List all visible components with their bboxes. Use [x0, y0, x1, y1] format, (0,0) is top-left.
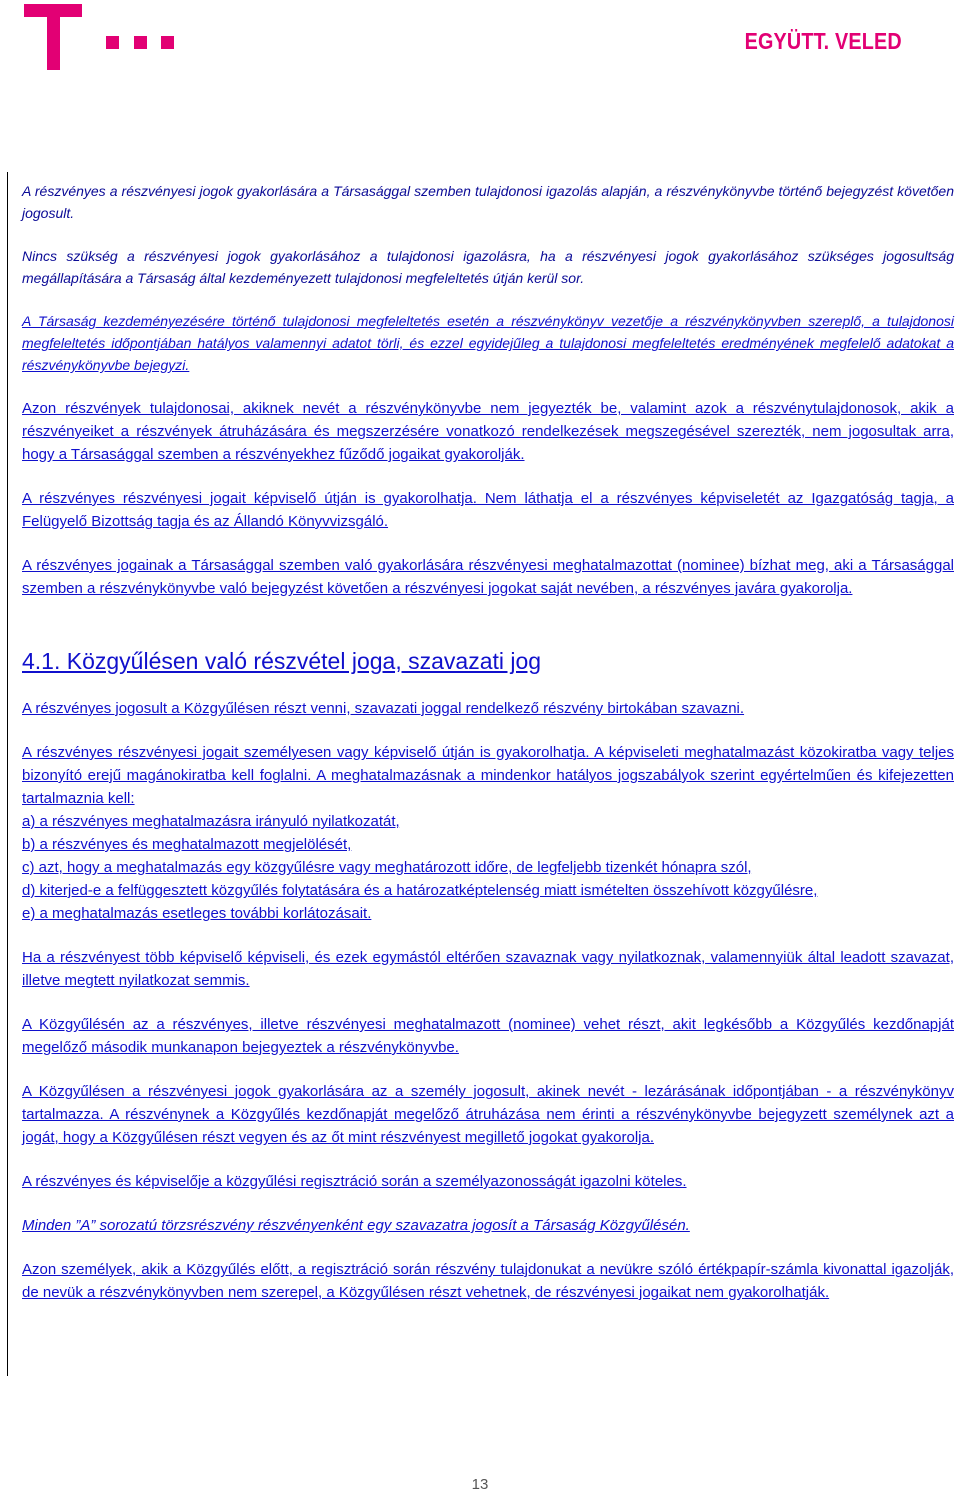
logo-square-3: [161, 36, 174, 49]
paragraph-multiple-proxies: Ha a részvényest több képviselő képviseli, és ezek egymástól eltérően szavaznak vagy nyilatkoznak, valamennyiük által leadott szavazat, illetve megtett nyilatkozat semmis.: [22, 949, 954, 989]
paragraph-identity-verification: A részvényes és képviselője a közgyűlési regisztráció során a személyazonosságát igazolni köteles.: [22, 1173, 687, 1190]
paragraph-register-closing: A Közgyűlésen a részvényesi jogok gyakorlására az a személy jogosult, akinek nevét - lezárásának időpontjában - a részvénykönyv tartalmazza. A részvénynek a Közgyűlés kezdőnapját megelőző átruházása nem érinti a részvénykönyvbe bejegyzett személynek azt a jogát, hogy a Közgyűlésen részt vegyen és az őt mint részvényest megillető jogokat gyakorolja.: [22, 1083, 954, 1146]
header-slogan: EGYÜTT. VELED: [744, 28, 902, 54]
paragraph-ownership-matching: Nincs szükség a részvényesi jogok gyakorlásához a tulajdonosi igazolásra, ha a részvényesi jogok gyakorlásához szükséges jogosultság megállapítására a Társaság által kezdeményezett tulajdonosi megfeleltetés útján kerül sor.: [22, 248, 954, 286]
paragraph-unregistered-owners: Azon részvények tulajdonosai, akiknek nevét a részvénykönyvbe nem jegyezték be, valamint azok a részvénytulajdonosok, akik a részvényeiket a részvények átruházására és megszerzésére vonatkozó rendelkezések megszegésével szerezték, nem jogosultak arra, hogy a Társasággal szemben a részvényekhez fűződő jogaikat gyakorolják.: [22, 400, 954, 463]
logo-t-stem: [47, 4, 60, 70]
logo-square-2: [134, 36, 147, 49]
paragraph-proxy-representation: A részvényes részvényesi jogait képviselő útján is gyakorolhatja. Nem láthatja el a részvényes képviseletét az Igazgatóság tagja, a Felügyelő Bizottság tagja és az Állandó Könyvvizsgáló.: [22, 490, 954, 530]
paragraph-nominee: A részvényes jogainak a Társasággal szemben való gyakorlására részvényesi meghatalmazottat (nominee) bízhat meg, aki a Társasággal szemben a részvénykönyvbe való bejegyzést követően a részvényesi jogokat saját nevében, a részvényes javára gyakorolja.: [22, 557, 954, 597]
telekom-t-logo-icon: [24, 4, 174, 70]
paragraph-attendance-right: A részvényes jogosult a Közgyűlésen részt venni, szavazati joggal rendelkező részvény birtokában szavazni.: [22, 700, 745, 717]
paragraph-voting-rights: Minden ”A” sorozatú törzsrészvény részvényenként egy szavazatra jogosít a Társaság Közgyűlésén.: [22, 1217, 690, 1234]
document-body: [22, 180, 954, 1325]
paragraph-share-rights-exercise: A részvényes a részvényesi jogok gyakorlására a Társasággal szemben tulajdonosi igazolás alapján, a részvénykönyvbe történő bejegyzést követően jogosult.: [22, 183, 954, 221]
paragraph-proxy-requirements: A részvényes részvényesi jogait személyesen vagy képviselő útján is gyakorolhatja. A képviseleti meghatalmazást közokiratba vagy teljes bizonyító erejű magánokiratba kell foglalni. A meghatalmazásnak a mindenkor hatályos jogszabályok szerint egyértelműen és kifejezetten tartalmaznia kell:: [22, 744, 954, 807]
page-number: 13: [471, 1476, 489, 1493]
paragraph-register-update: A Társaság kezdeményezésére történő tulajdonosi megfeleltetés esetén a részvénykönyv vezetője a részvénykönyvben szereplő, a tulajdonosi megfeleltetés időpontjában hatályos valamennyi adatot törli, és ezzel egyidejűleg a tulajdonosi megfeleltetés eredményének megfelelő adatokat a részvénykönyvbe bejegyzi.: [22, 313, 954, 373]
logo-square-1: [106, 36, 119, 49]
list-item: d) kiterjed-e a felfüggesztett közgyűlés folytatására és a határozatképtelenség miatt ismételten összehívott közgyűlésre,: [22, 882, 818, 899]
list-item: e) a meghatalmazás esetleges további korlátozásait.: [22, 905, 372, 922]
list-item: c) azt, hogy a meghatalmazás egy közgyűlésre vagy meghatározott időre, de legfeljebb tizenkét hónapra szól,: [22, 859, 752, 876]
left-margin-rule: [7, 172, 8, 1376]
section-heading: 4.1. Közgyűlésen való részvétel joga, szavazati jog: [22, 648, 542, 674]
list-item: a) a részvényes meghatalmazásra irányuló nyilatkozatát,: [22, 813, 400, 830]
list-item: b) a részvényes és meghatalmazott megjelölését,: [22, 836, 352, 853]
paragraph-unregistered-attendees: Azon személyek, akik a Közgyűlés előtt, a regisztráció során részvény tulajdonukat a nevükre szóló értékpapír-számla kivonattal igazolják, de nevük a részvénykönyvben nem szerepel, a Közgyűlésen részt vehetnek, de részvényesi jogaikat nem gyakorolhatják.: [22, 1261, 954, 1301]
paragraph-registration-deadline: A Közgyűlésén az a részvényes, illetve részvényesi meghatalmazott (nominee) vehet részt, akit legkésőbb a Közgyűlés kezdőnapját megelőző második munkanapon bejegyeztek a részvénykönyvbe.: [22, 1016, 954, 1056]
